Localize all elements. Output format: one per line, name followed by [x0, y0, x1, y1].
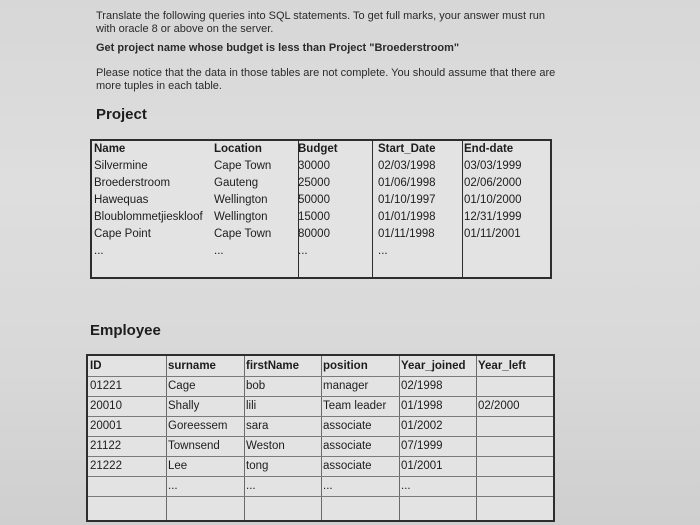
- employee-header-cell: position: [323, 360, 368, 372]
- question-text: Get project name whose budget is less than Project "Broederstroom": [96, 42, 460, 54]
- employee-cell: lili: [246, 400, 257, 412]
- employee-row-divider: [88, 396, 553, 397]
- project-header-cell: Location: [214, 143, 262, 155]
- employee-row-divider: [88, 496, 553, 497]
- instruction-text: Translate the following queries into SQL statements. To get full marks, your answer must run with oracle 8 or above on the server.: [96, 10, 545, 35]
- employee-cell: Weston: [246, 440, 285, 452]
- employee-row-divider: [88, 376, 553, 377]
- employee-header-cell: firstName: [246, 360, 300, 372]
- project-cell: 03/03/1999: [464, 160, 522, 172]
- employee-cell: 07/1999: [401, 440, 443, 452]
- employee-cell: manager: [323, 380, 369, 392]
- employee-cell: 01/2002: [401, 420, 443, 432]
- project-cell: Hawequas: [94, 194, 149, 206]
- employee-cell: Team leader: [323, 400, 387, 412]
- employee-ellipsis-cell: ...: [323, 480, 333, 492]
- employee-cell: Lee: [168, 460, 188, 472]
- employee-row-divider: [88, 476, 553, 477]
- project-cell: Bloublommetjieskloof: [94, 211, 203, 223]
- project-cell: Cape Town: [214, 160, 272, 172]
- project-header-cell: Start_Date: [378, 143, 436, 155]
- project-cell: 25000: [298, 177, 330, 189]
- project-header-cell: Name: [94, 143, 126, 155]
- employee-cell: 21122: [90, 440, 122, 452]
- employee-cell: 02/1998: [401, 380, 443, 392]
- employee-cell: associate: [323, 460, 372, 472]
- employee-cell: Goreessem: [168, 420, 228, 432]
- employee-table: [86, 354, 555, 522]
- employee-cell: 20010: [90, 400, 122, 412]
- employee-cell: bob: [246, 380, 266, 392]
- employee-header-cell: Year_joined: [401, 360, 466, 372]
- employee-cell: 01/2001: [401, 460, 443, 472]
- project-cell: 30000: [298, 160, 330, 172]
- project-table: [90, 139, 552, 279]
- project-cell: Wellington: [214, 211, 268, 223]
- employee-row-divider: [88, 456, 553, 457]
- project-cell: 50000: [298, 194, 330, 206]
- project-cell: 80000: [298, 228, 330, 240]
- employee-cell: 01/1998: [401, 400, 443, 412]
- employee-cell: Townsend: [168, 440, 220, 452]
- project-cell: 02/06/2000: [464, 177, 522, 189]
- employee-ellipsis-cell: ...: [168, 480, 178, 492]
- project-cell: Broederstroom: [94, 177, 171, 189]
- project-ellipsis-cell: ...: [298, 245, 308, 257]
- project-cell: 01/10/2000: [464, 194, 522, 206]
- project-cell: Silvermine: [94, 160, 148, 172]
- employee-row-divider: [88, 436, 553, 437]
- employee-cell: sara: [246, 420, 269, 432]
- employee-cell: Cage: [168, 380, 196, 392]
- employee-row-divider: [88, 416, 553, 417]
- employee-header-cell: ID: [90, 360, 102, 372]
- employee-header-cell: surname: [168, 360, 216, 372]
- project-cell: 01/01/1998: [378, 211, 436, 223]
- project-header-cell: Budget: [298, 143, 338, 155]
- employee-cell: associate: [323, 420, 372, 432]
- employee-cell: 01221: [90, 380, 122, 392]
- project-cell: Wellington: [214, 194, 268, 206]
- employee-ellipsis-cell: ...: [246, 480, 256, 492]
- project-ellipsis-cell: ...: [378, 245, 388, 257]
- project-cell: 12/31/1999: [464, 211, 522, 223]
- employee-cell: associate: [323, 440, 372, 452]
- employee-cell: 20001: [90, 420, 122, 432]
- employee-cell: 21222: [90, 460, 122, 472]
- project-cell: 15000: [298, 211, 330, 223]
- project-cell: 01/11/2001: [464, 228, 521, 240]
- employee-table-title: Employee: [90, 322, 161, 339]
- project-ellipsis-cell: ...: [94, 245, 104, 257]
- project-cell: 01/06/1998: [378, 177, 436, 189]
- project-cell: 01/11/1998: [378, 228, 435, 240]
- project-cell: 01/10/1997: [378, 194, 436, 206]
- project-ellipsis-cell: ...: [214, 245, 224, 257]
- employee-cell: tong: [246, 460, 269, 472]
- employee-cell: Shally: [168, 400, 200, 412]
- employee-cell: 02/2000: [478, 400, 520, 412]
- project-header-cell: End-date: [464, 143, 514, 155]
- note-text: Please notice that the data in those tables are not complete. You should assume that there are more tuples in each table.: [96, 67, 556, 92]
- employee-ellipsis-cell: ...: [401, 480, 411, 492]
- project-table-title: Project: [96, 106, 147, 123]
- project-cell: Cape Point: [94, 228, 151, 240]
- project-cell: Gauteng: [214, 177, 259, 189]
- project-cell: 02/03/1998: [378, 160, 436, 172]
- employee-header-cell: Year_left: [478, 360, 526, 372]
- project-cell: Cape Town: [214, 228, 272, 240]
